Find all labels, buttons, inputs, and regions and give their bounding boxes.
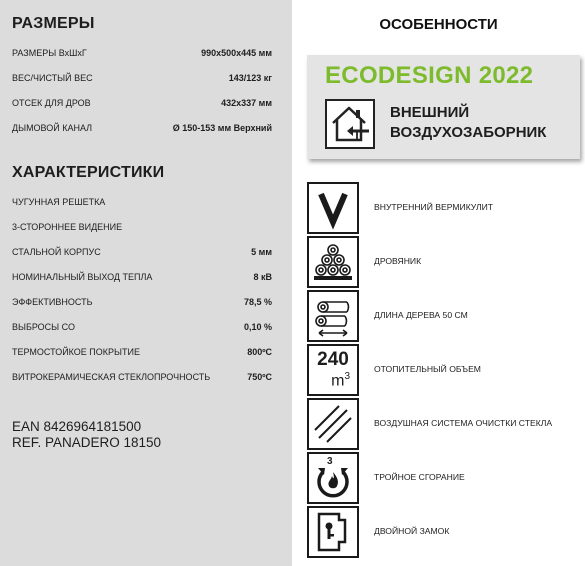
spec-row xyxy=(12,320,272,334)
letter-v-icon xyxy=(307,182,359,234)
spec-value: 800ºC xyxy=(247,347,272,357)
log-stack-icon xyxy=(307,236,359,288)
glass-clean-icon xyxy=(307,398,359,450)
features-title: ОСОБЕННОСТИ xyxy=(379,16,498,33)
feature-item xyxy=(307,290,577,342)
spec-row xyxy=(12,220,272,234)
spec-row xyxy=(12,295,272,309)
feature-item xyxy=(307,182,577,234)
spec-row xyxy=(12,121,272,135)
spec-row xyxy=(12,46,272,60)
spec-row xyxy=(12,96,272,110)
heating-volume-unit-wrap xyxy=(331,371,350,390)
spec-value: 8 кВ xyxy=(253,272,272,282)
feature-label: ОТОПИТЕЛЬНЫЙ ОБЪЕМ xyxy=(374,364,481,374)
spec-row xyxy=(12,195,272,209)
spec-row xyxy=(12,270,272,284)
heating-volume-unit: m xyxy=(331,372,345,390)
spec-row xyxy=(12,245,272,259)
spec-value: 750ºC xyxy=(247,372,272,382)
ref-code: REF. PANADERO 18150 xyxy=(12,435,162,450)
features-panel xyxy=(292,0,585,566)
feature-item xyxy=(307,236,577,288)
feature-label: ДВОЙНОЙ ЗАМОК xyxy=(374,526,450,536)
feature-label: ВОЗДУШНАЯ СИСТЕМА ОЧИСТКИ СТЕКЛА xyxy=(374,418,553,428)
spec-label: ЧУГУННАЯ РЕШЕТКА xyxy=(12,197,106,207)
feature-label: ТРОЙНОЕ СГОРАНИЕ xyxy=(374,472,465,482)
specs-panel xyxy=(0,0,292,566)
spec-label: РАЗМЕРЫ ВхШхГ xyxy=(12,48,87,58)
spec-label: СТАЛЬНОЙ КОРПУС xyxy=(12,247,101,257)
spec-label: ТЕРМОСТОЙКОЕ ПОКРЫТИЕ xyxy=(12,347,140,357)
feature-item xyxy=(307,344,577,396)
feature-label: ДРОВЯНИК xyxy=(374,256,422,266)
feature-label: ВНУТРЕННИЙ ВЕРМИКУЛИТ xyxy=(374,202,494,212)
heating-volume-icon xyxy=(307,344,359,396)
characteristics-title: ХАРАКТЕРИСТИКИ xyxy=(12,164,165,181)
spec-label: ОТСЕК ДЛЯ ДРОВ xyxy=(12,98,91,108)
spec-value: Ø 150-153 мм Верхний xyxy=(172,123,272,133)
spec-value: 143/123 кг xyxy=(228,73,272,83)
feature-item xyxy=(307,506,577,558)
heating-volume-sup: 3 xyxy=(344,371,350,382)
spec-label: ВЫБРОСЫ СО xyxy=(12,322,75,332)
feature-item xyxy=(307,398,577,450)
spec-label: ЭФФЕКТИВНОСТЬ xyxy=(12,297,93,307)
triple-combustion-icon xyxy=(307,452,359,504)
spec-label: НОМИНАЛЬНЫЙ ВЫХОД ТЕПЛА xyxy=(12,272,153,282)
spec-label: ВИТРОКЕРАМИЧЕСКАЯ СТЕКЛОПРОЧНОСТЬ xyxy=(12,372,211,382)
feature-item xyxy=(307,452,577,504)
house-air-intake-icon xyxy=(325,99,375,149)
spec-value: 78,5 % xyxy=(243,297,272,307)
spec-row xyxy=(12,71,272,85)
ecodesign-badge xyxy=(307,55,580,159)
spec-label: ДЫМОВОЙ КАНАЛ xyxy=(12,123,93,133)
feature-label: ДЛИНА ДЕРЕВА 50 СМ xyxy=(374,310,468,320)
dimensions-title: РАЗМЕРЫ xyxy=(12,15,95,32)
spec-label: ВЕС/ЧИСТЫЙ ВЕС xyxy=(12,73,93,83)
spec-value: 5 мм xyxy=(251,247,272,257)
ean-code: EAN 8426964181500 xyxy=(12,419,142,434)
spec-value: 432х337 мм xyxy=(221,98,272,108)
double-lock-icon xyxy=(307,506,359,558)
ecodesign-title: ECODESIGN 2022 xyxy=(325,62,534,89)
log-length-icon xyxy=(307,290,359,342)
spec-value: 0,10 % xyxy=(243,322,272,332)
spec-row xyxy=(12,370,272,384)
triple-combustion-sup: 3 xyxy=(327,456,333,467)
spec-label: 3-СТОРОННЕЕ ВИДЕНИЕ xyxy=(12,222,123,232)
spec-value: 990х500х445 мм xyxy=(201,48,272,58)
ecodesign-text: ВНЕШНИЙ ВОЗДУХОЗАБОРНИК xyxy=(390,104,547,141)
spec-row xyxy=(12,345,272,359)
heating-volume-number: 240 xyxy=(317,349,349,370)
